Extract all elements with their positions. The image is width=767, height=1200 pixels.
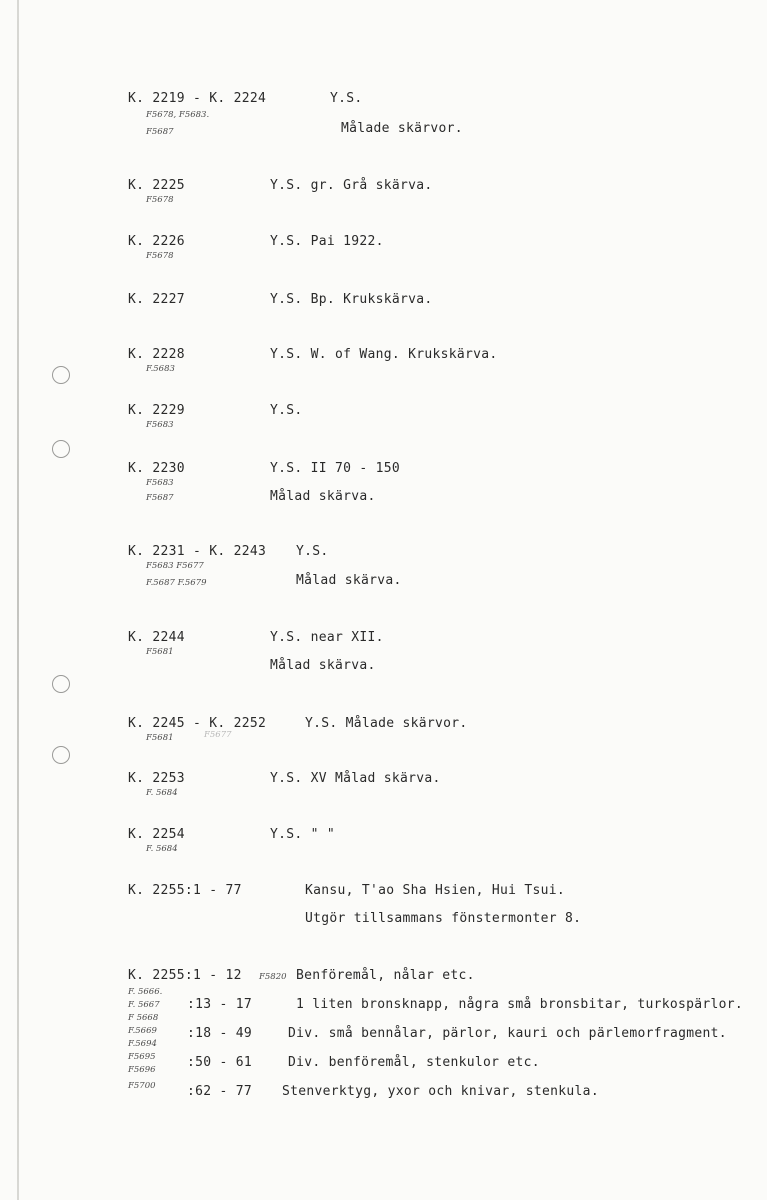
handwritten-ref: F5696 (128, 1065, 156, 1075)
description: Målad skärva. (270, 658, 376, 673)
punch-hole (52, 366, 70, 384)
handwritten-ref: F.5669 (128, 1026, 157, 1036)
description: Målad skärva. (270, 489, 376, 504)
description: Benföremål, nålar etc. (296, 968, 475, 983)
handwritten-ref: F.5683 (146, 364, 175, 374)
handwritten-ref: F5687 (146, 127, 174, 137)
punch-hole (52, 440, 70, 458)
catalog-number: K. 2244 (128, 630, 185, 645)
handwritten-ref: F5678 (146, 251, 174, 261)
catalog-number: K. 2225 (128, 178, 185, 193)
description: Y.S. XV Målad skärva. (270, 771, 441, 786)
catalog-number: K. 2229 (128, 403, 185, 418)
handwritten-ref: F5681 (146, 733, 174, 743)
handwritten-ref: F5681 (146, 647, 174, 657)
catalog-number: K. 2255:1 - 12 (128, 968, 242, 983)
handwritten-ref: F5678, F5683. (146, 110, 210, 120)
description: Div. benföremål, stenkulor etc. (288, 1055, 540, 1070)
description: 1 liten bronsknapp, några små bronsbitar, turkospärlor. (296, 997, 743, 1012)
handwritten-ref: F5820 (259, 972, 287, 982)
punch-hole (52, 746, 70, 764)
catalog-number: K. 2231 - K. 2243 (128, 544, 267, 559)
handwritten-ref: F5683 (146, 478, 174, 488)
catalog-number: K. 2245 - K. 2252 (128, 716, 267, 731)
page-margin-line (17, 0, 19, 1200)
handwritten-ref: F. 5684 (146, 788, 178, 798)
description: Utgör tillsammans fönstermonter 8. (305, 911, 582, 926)
handwritten-ref: F.5687 F.5679 (146, 578, 207, 588)
description: Y.S. Bp. Krukskärva. (270, 292, 433, 307)
description: Målad skärva. (296, 573, 402, 588)
description: Stenverktyg, yxor och knivar, stenkula. (282, 1084, 599, 1099)
handwritten-ref: F5700 (128, 1081, 156, 1091)
catalog-number: K. 2227 (128, 292, 185, 307)
sub-range: :62 - 77 (187, 1084, 253, 1099)
handwritten-ref: F5695 (128, 1052, 156, 1062)
description: Y.S. (270, 403, 303, 418)
description: Kansu, T'ao Sha Hsien, Hui Tsui. (305, 883, 566, 898)
handwritten-ref: F5683 (146, 420, 174, 430)
description: Y.S. Målade skärvor. (305, 716, 468, 731)
handwritten-ref: F. 5684 (146, 844, 178, 854)
catalog-number: K. 2230 (128, 461, 185, 476)
description: Y.S. " " (270, 827, 336, 842)
site-code: Y.S. (296, 544, 329, 559)
punch-hole (52, 675, 70, 693)
sub-range: :13 - 17 (187, 997, 253, 1012)
description: Y.S. Pai 1922. (270, 234, 384, 249)
handwritten-ref: F. 5667 (128, 1000, 160, 1010)
catalog-number: K. 2228 (128, 347, 185, 362)
handwritten-ref: F5678 (146, 195, 174, 205)
description: Y.S. II 70 - 150 (270, 461, 401, 476)
sub-range: :18 - 49 (187, 1026, 253, 1041)
handwritten-ref: F5683 F5677 (146, 561, 204, 571)
description: Y.S. near XII. (270, 630, 384, 645)
catalog-number: K. 2219 - K. 2224 (128, 91, 267, 106)
catalog-number: K. 2254 (128, 827, 185, 842)
catalog-number: K. 2226 (128, 234, 185, 249)
description: Målade skärvor. (341, 121, 463, 136)
catalog-number: K. 2253 (128, 771, 185, 786)
description: Y.S. gr. Grå skärva. (270, 178, 433, 193)
handwritten-ref: F.5694 (128, 1039, 157, 1049)
catalog-number: K. 2255:1 - 77 (128, 883, 242, 898)
description: Y.S. W. of Wang. Krukskärva. (270, 347, 498, 362)
site-code: Y.S. (330, 91, 363, 106)
handwritten-ref: F5677 (204, 730, 232, 740)
handwritten-ref: F5687 (146, 493, 174, 503)
handwritten-ref: F 5668 (128, 1013, 159, 1023)
description: Div. små bennålar, pärlor, kauri och pärlemorfragment. (288, 1026, 727, 1041)
sub-range: :50 - 61 (187, 1055, 253, 1070)
handwritten-ref: F. 5666. (128, 987, 163, 997)
